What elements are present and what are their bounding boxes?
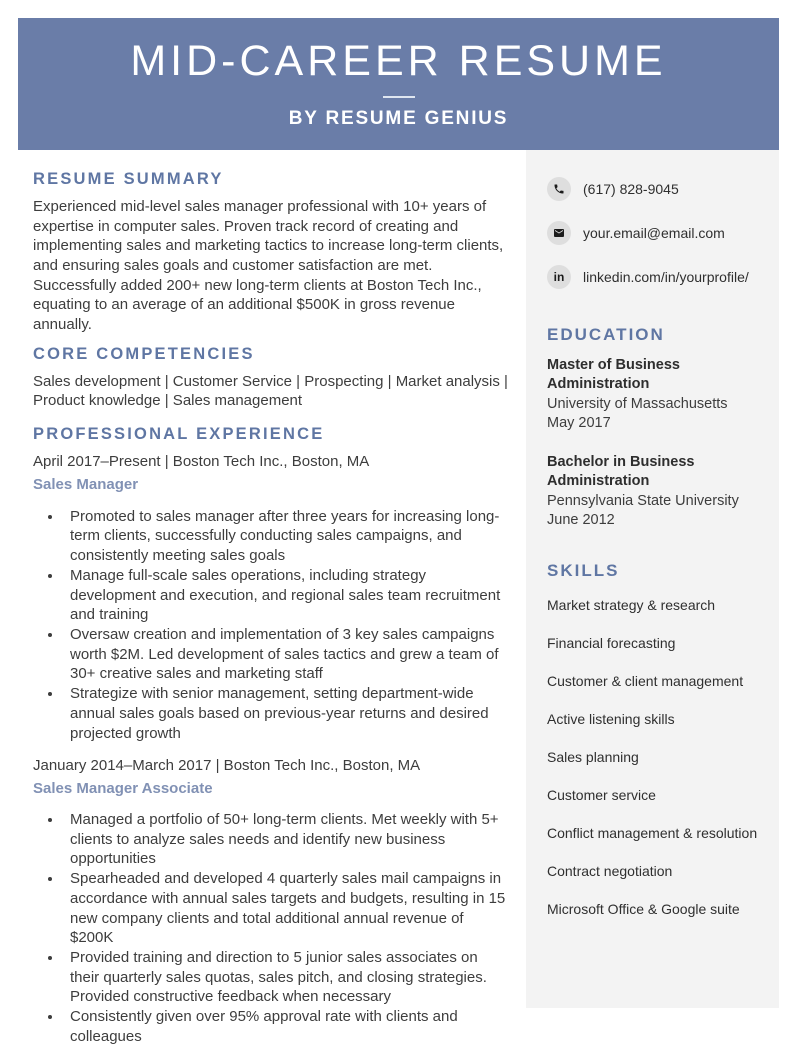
experience-heading: PROFESSIONAL EXPERIENCE	[33, 425, 325, 444]
job-bullet: • Oversaw creation and implementation of 3 key sales campaigns worth $2M. Led development of sales tactics and grew a team of 30+ creative sales and marketing staff	[63, 625, 511, 684]
job-title: Sales Manager Associate	[33, 779, 213, 797]
skill-item: Microsoft Office & Google suite	[547, 901, 740, 918]
summary-text: Experienced mid-level sales manager professional with 10+ years of expertise in computer sales. Proven track record of creating and implementing sales and marketing tactics to increase long-term clients, and ensuring sales goals and customer satisfaction are met. Successfully added 200+ new long-term clients at Boston Tech Inc., equating to an average of an additional $500K in gross revenue annually.	[33, 197, 504, 334]
contact-row-phone	[547, 177, 769, 201]
education-school: University of Massachusetts	[547, 395, 728, 412]
linkedin-url: linkedin.com/in/yourprofile/	[583, 269, 749, 285]
main-column	[33, 150, 511, 1047]
page-subtitle: BY RESUME GENIUS	[288, 108, 509, 129]
job-bullet: • Managed a portfolio of 50+ long-term clients. Met weekly with 5+ clients to analyze sales needs and identify new business opportunities	[63, 810, 511, 869]
phone-number: (617) 828-9045	[583, 181, 679, 197]
job-bullet: • Promoted to sales manager after three years for increasing long-term clients, successfully conducting sales campaigns, and consistently meeting sales goals	[63, 507, 511, 566]
skill-item: Contract negotiation	[547, 863, 673, 880]
skills-heading: SKILLS	[547, 560, 620, 580]
job-title: Sales Manager	[33, 475, 139, 493]
email-icon	[547, 221, 571, 245]
job-bullet: • Strategize with senior management, setting department-wide annual sales goals based on previous-year returns and desired projected growth	[63, 684, 511, 743]
skill-item: Active listening skills	[547, 711, 675, 728]
email-address: your.email@email.com	[583, 225, 725, 241]
header-banner	[18, 18, 779, 150]
phone-icon	[547, 177, 571, 201]
sidebar	[526, 150, 779, 1008]
title-divider	[383, 96, 415, 98]
education-heading: EDUCATION	[547, 325, 665, 344]
competencies-text: Sales development | Customer Service | Prospecting | Market analysis | Product knowledge | Sales management	[33, 372, 508, 410]
skill-item: Market strategy & research	[547, 597, 716, 614]
job-bullet: • Spearheaded and developed 4 quarterly sales mail campaigns in accordance with annual sales targets and budgets, resulting in 15 new company clients and total additional annual revenue of $200K	[63, 869, 511, 948]
page-title: MID-CAREER RESUME	[130, 37, 667, 85]
skill-item: Sales planning	[547, 749, 639, 766]
skill-item: Conflict management & resolution	[547, 825, 758, 842]
education-school: Pennsylvania State University	[547, 492, 739, 509]
contact-row-linkedin	[547, 265, 769, 289]
job-bullet-list	[33, 810, 511, 1047]
job-meta: January 2014–March 2017 | Boston Tech Inc., Boston, MA	[33, 757, 421, 775]
education-degree: Master of Business Administration	[547, 356, 680, 393]
education-entry	[547, 453, 769, 531]
job-bullet-list	[33, 507, 511, 744]
skill-item: Financial forecasting	[547, 635, 676, 652]
education-date: May 2017	[547, 415, 611, 432]
job-meta: April 2017–Present | Boston Tech Inc., Boston, MA	[33, 452, 370, 470]
education-date: June 2012	[547, 512, 615, 529]
job-bullet: • Consistently given over 95% approval rate with clients and colleagues	[63, 1007, 511, 1046]
summary-heading: RESUME SUMMARY	[33, 170, 224, 188]
skill-item: Customer service	[547, 787, 656, 804]
education-degree: Bachelor in Business Administration	[547, 453, 695, 490]
job-bullet: • Provided training and direction to 5 junior sales associates on their quarterly sales quotas, sales pitch, and closing strategies. Provided constructive feedback when necessary	[63, 948, 511, 1007]
skill-item: Customer & client management	[547, 673, 744, 690]
education-entry	[547, 356, 769, 434]
linkedin-icon: in	[547, 265, 571, 289]
job-bullet: • Manage full-scale sales operations, including strategy development and execution, and regional sales team recruitment and training	[63, 566, 511, 625]
competencies-heading: CORE COMPETENCIES	[33, 344, 255, 363]
contact-row-email	[547, 221, 769, 245]
skills-list	[547, 596, 769, 919]
